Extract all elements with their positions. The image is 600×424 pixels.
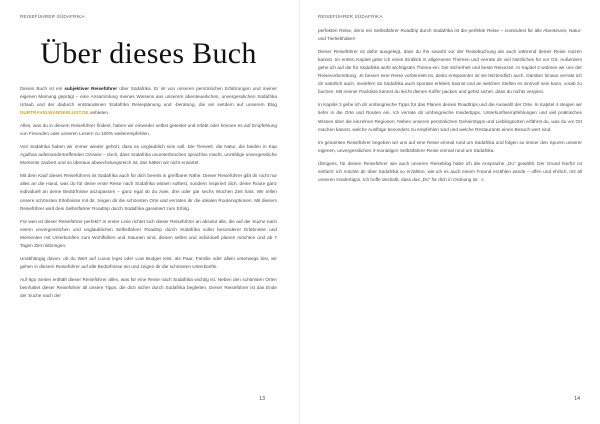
intro-text-a: Dieses Buch ist ein <box>20 86 65 91</box>
page-number: 14 <box>574 396 580 402</box>
paragraph-budget: Unabhängig davon, ob du Wert auf Luxus legst oder Low Budget reist, als Paar, Familie oder allein unterwegs bist, wir gehen in diesem Reiseführer auf alle Bedürfnisse ein und zeigen dir die schönsten Unterkünfte. <box>20 255 277 269</box>
paragraph-south-africa: Von Südafrika haben wir immer wieder gehört, dass es unglaublich sein soll. Die Tierwelt, die Natur, die beiden in Kap Agulhas aufeinandertreffenden Ozeane – doch, dass Südafrika unumterbrochen sprachlos macht, unzählige unvergessliche Momente zaubert und so überaus abwechslungsreich ist, das hätten wir nicht erwartet. <box>20 144 277 166</box>
paragraph-chapter-3: In Kapitel 3 gebe ich dir umfangreiche Tipps für das Planen deines Roadtrips und die Auswahl der Orte. In Kapitel 4 steigen wir tiefer in die Orte und Routen ein. Ich verrate dir umfangreiche Insidertipps, Unterkunftsempfehlungen und viel praktisches Wissen über die einzelnen Regionen. Neben unseren persönlichen Geheimtipps und Lieblingsorten erfährst du, was du vor Ort machen kannst, welche Ausflüge besonders zu empfehlen sind und welche Restaurants einen Besuch wert sind. <box>318 102 582 132</box>
paragraph-audience: Für wen ist dieser Reiseführer perfekt? In erster Linie richtet sich dieser Reiseführer an absolut alle, die auf der Suche nach einem unvergesslichen und unglaublichen Selbstfahrer Roadtrip durch Südafrika voller besonderer Erlebnisse und Momenten mit Unterkünften zum Wohlfühlen und Staunen sind, diesen selbst und individuell planen möchten und ab 7 Tagen Zeit mitbringen. <box>20 218 277 248</box>
paragraph-du-address: Übrigens, für diesen Reiseführer wie auch unseren Reiseblog habe ich die Ansprache „Du“ gewählt. Der Grund hierfür ist einfach: ich möchte dir über Südafrika so erzählen, wie ich es auch einem Freund erzählen würde – offen und ehrlich, mit all unseren Insidertipps. Ich hoffe deshalb, dass das „Du“ für dich in Ordnung ist. ☺ <box>318 160 582 182</box>
right-page <box>300 0 600 424</box>
chapter-title: Über dieses Buch <box>40 37 257 70</box>
paragraph-continued: perfekten Reise, denn ein Selbstfahrer Roadtrip durch Südafrika ist die perfekte Reise – zumindest für alle Abenteurer, Natur- und Tierliebhaber! <box>318 28 582 42</box>
paragraph-journey: Im gesamten Reiseführer begeben wir uns auf eine Reise einmal rund um Südafrika und folgen so immer den Spuren unserer eigenen, unvergesslichen 3-monatigen Selbstfahrer-Reise einmal rund um Südafrika. <box>318 139 582 153</box>
intro-bold-text: subjektiver Reiseführer <box>64 86 118 91</box>
intro-text-c: anbieten. <box>88 110 110 116</box>
page-number: 13 <box>259 396 265 402</box>
running-head: REISEFÜHRER SÜDAFRIKA <box>318 14 383 19</box>
running-head: REISEFÜHRER SÜDAFRIKA <box>20 14 85 19</box>
paragraph-contents: Auf 8go Seiten enthält dieser Reiseführer alles, was für eine Reise nach Südafrika wichtig ist. Neben den schönsten Orten beinhaltet dieser Reiseführer all unsere Tipps, die dich sicher durch Südafrika begleiten. Dieser Reiseführer ist das Ende der Suche nach der <box>20 276 277 298</box>
paragraph-tested: Alles, was du in diesem Reiseführer findest, haben wir entweder selbst getestet und erlebt oder können es auf Empfehlung von Freunden oder unseren Lesern zu 100% weiterempfehlen. <box>20 123 277 137</box>
paragraph-usage: Dieser Reiseführer ist dafür ausgelegt, dass du ihn sowohl vor der Reisebuchung als auch während deiner Reise nutzen kannst. Im ersten Kapitel gebe ich einen Einblick in allgemeine Themen und verrate dir viel Nützliches für vor Ort. Außerdem gehe ich auf die für Südafrika wohl wichtigsten Thema ein: Die Sicherheit und beste Reisezeit. In Kapitel 2 widmen wir uns der Reisevorbereitung. Je besser eine Reise vorbereitet ist, desto entspannter ist sie letztendlich auch. Darüber hinaus verrate ich dir natürlich auch, inwiefern du Südafrika auch spontan erleben kannst und an welchen Stellen es sinnvoll sein kann, vorab zu buchen. Mit meiner Packliste kannst du leicht deinen Koffer packen und gehst sicher, dass du nichts vergisst. <box>318 48 582 95</box>
paragraph-purchase: Mit dem Kauf dieses Reiseführers ist Südafrika auch für dich bereits in greifbarer Nähe. Dieser Reiseführer gibt dir nicht nur alles an die Hand, was du für deine erste Reise nach Südafrika wissen solltest, sondern inspiriert dich, deine Route ganz individuell an deine Bedürfnisse anzupassen – ganz egal ob du zwei, drei oder gar sechs Wochen Zeit hast. Wir teilen unsere schönsten Erlebnisse mit dir, zeigen dir die schönsten Orte und verraten dir die idealen Routenoptionen. Mit diesem Reiseführer wird dein Selbstfahrer Roadtrip durch Südafrika garantiert zum Erfolg. <box>20 173 277 211</box>
intro-paragraph <box>20 85 277 117</box>
intro-text-b: über Südafrika. Er ist von unseren persönlichen Erfahrungen und meiner eigenen Meinung geprägt – eine Ansammlung meines Wissens aus unserem abenteuerlichen, unvergesslichen Südafrika Urlaub und der dadurch entstandenen Südafrika Reiseplanung und -beratung, die wir seitdem auf unserem Blog <box>20 86 277 108</box>
blog-link[interactable]: DURTRAVELWANDERLUST.DE <box>20 110 89 116</box>
